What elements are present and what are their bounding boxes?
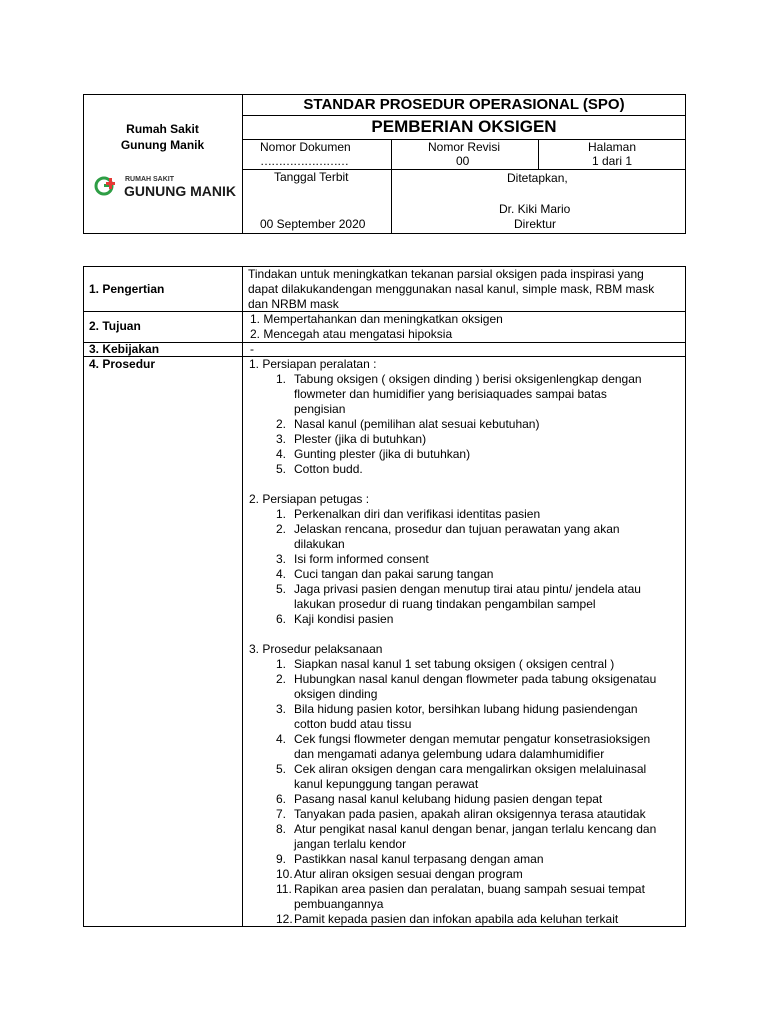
procedure-step-number: 4. bbox=[276, 732, 287, 746]
procedure-step-text: Tanyakan pada pasien, apakah aliran oksigennya terasa atautidak bbox=[294, 807, 646, 821]
procedure-step-number: 4. bbox=[276, 447, 287, 461]
procedure-step-text: oksigen dinding bbox=[294, 687, 378, 701]
procedure-step-number: 11. bbox=[276, 882, 292, 896]
procedure-step-text: Cuci tangan dan pakai sarung tangan bbox=[294, 567, 494, 581]
procedure-step-text: cotton budd atau tissu bbox=[294, 717, 412, 731]
procedure-step-text: Pastikkan nasal kanul terpasang dengan aman bbox=[294, 852, 544, 866]
procedure-step-text: kanul kepunggung tangan perawat bbox=[294, 777, 479, 791]
procedure-step-text: pengisian bbox=[294, 402, 346, 416]
procedure-step-number: 5. bbox=[276, 762, 287, 776]
procedure-step-text: Kaji kondisi pasien bbox=[294, 612, 394, 626]
procedure-step-text: Hubungkan nasal kanul dengan flowmeter pada tabung oksigenatau bbox=[294, 672, 657, 686]
hospital-name-line2: Gunung Manik bbox=[120, 138, 205, 152]
procedure-step-number: 5. bbox=[276, 582, 287, 596]
procedure-step-text: Bila hidung pasien kotor, bersihkan lubang hidung pasiendengan bbox=[294, 702, 638, 716]
procedure-step-text: jangan terlalu kendor bbox=[294, 837, 407, 851]
logo-big-text: GUNUNG MANIK bbox=[124, 183, 236, 199]
procedure-step-text: Nasal kanul (pemilihan alat sesuai kebutuhan) bbox=[294, 417, 540, 431]
tujuan-label: 2. Tujuan bbox=[89, 319, 141, 333]
procedure-step-text: Siapkan nasal kanul 1 set tabung oksigen ( oksigen central ) bbox=[294, 657, 615, 671]
pengertian-line: Tindakan untuk meningkatkan tekanan parsial oksigen pada inspirasi yang bbox=[248, 267, 644, 281]
header-rule-title bbox=[242, 115, 686, 116]
procedure-step-number: 8. bbox=[276, 822, 287, 836]
revision-label: Nomor Revisi bbox=[428, 140, 501, 154]
issue-date-value: 00 September 2020 bbox=[260, 217, 366, 231]
procedure-step-text: Rapikan area pasien dan peralatan, buang sampah sesuai tempat bbox=[294, 882, 645, 896]
procedure-step-number: 4. bbox=[276, 567, 287, 581]
logo-small-text: RUMAH SAKIT bbox=[125, 176, 174, 183]
document-title: STANDAR PROSEDUR OPERASIONAL (SPO) bbox=[303, 96, 625, 113]
procedure-step-text: Cek aliran oksigen dengan cara mengalirkan oksigen melaluinasal bbox=[294, 762, 647, 776]
procedure-step-number: 3. bbox=[276, 702, 287, 716]
procedure-step-text: lakukan prosedur di ruang tindakan pengambilan sampel bbox=[294, 597, 596, 611]
procedure-step-number: 6. bbox=[276, 792, 287, 806]
procedure-step-text: Jelaskan rencana, prosedur dan tujuan perawatan yang akan bbox=[294, 522, 620, 536]
approved-label: Ditetapkan, bbox=[507, 171, 568, 185]
procedure-step-text: Perkenalkan diri dan verifikasi identitas pasien bbox=[294, 507, 541, 521]
gunung-manik-logo-icon bbox=[94, 174, 118, 198]
procedure-heading: 1. Persiapan peralatan : bbox=[249, 357, 377, 371]
pengertian-line: dapat dilakukandengan menggunakan nasal kanul, simple mask, RBM mask bbox=[248, 282, 655, 296]
page-label: Halaman bbox=[587, 140, 637, 154]
hospital-name-line1: Rumah Sakit bbox=[126, 122, 199, 136]
procedure-step-text: Gunting plester (jika di butuhkan) bbox=[294, 447, 471, 461]
revision-value: 00 bbox=[456, 154, 470, 168]
page-value: 1 dari 1 bbox=[591, 154, 633, 168]
content-divider bbox=[242, 266, 243, 927]
procedure-step-text: dan mengamati adanya gelembung udara dalamhumidifier bbox=[294, 747, 605, 761]
procedure-step-number: 1. bbox=[276, 372, 287, 386]
procedure-heading: 3. Prosedur pelaksanaan bbox=[249, 642, 383, 656]
procedure-step-text: flowmeter dan humidifier yang berisiaquades sampai batas bbox=[294, 387, 607, 401]
procedure-step-number: 3. bbox=[276, 432, 287, 446]
procedure-step-number: 12. bbox=[276, 912, 293, 926]
procedure-step-number: 9. bbox=[276, 852, 287, 866]
hospital-logo bbox=[94, 174, 239, 200]
procedure-step-number: 1. bbox=[276, 507, 287, 521]
procedure-step-number: 2. bbox=[276, 522, 287, 536]
procedure-step-number: 10. bbox=[276, 867, 293, 881]
procedure-step-text: pembuangannya bbox=[294, 897, 384, 911]
procedure-step-number: 3. bbox=[276, 552, 287, 566]
procedure-step-text: Atur pengikat nasal kanul dengan benar, jangan terlalu kencang dan bbox=[294, 822, 657, 836]
procedure-step-text: Pasang nasal kanul kelubang hidung pasien dengan tepat bbox=[294, 792, 603, 806]
procedure-step-text: Jaga privasi pasien dengan menutup tirai atau pintu/ jendela atau bbox=[294, 582, 641, 596]
pengertian-line: dan NRBM mask bbox=[248, 297, 339, 311]
prosedur-content bbox=[249, 357, 685, 925]
prosedur-label: 4. Prosedur bbox=[89, 357, 156, 371]
procedure-step-text: Cek fungsi flowmeter dengan memutar pengatur konsetrasioksigen bbox=[294, 732, 651, 746]
procedure-step-number: 2. bbox=[276, 672, 287, 686]
procedure-step-number: 1. bbox=[276, 657, 287, 671]
kebijakan-label: 3. Kebijakan bbox=[89, 342, 160, 356]
tujuan-line: 2. Mencegah atau mengatasi hipoksia bbox=[250, 327, 453, 341]
procedure-step-text: Tabung oksigen ( oksigen dinding ) berisi oksigenlengkap dengan bbox=[294, 372, 642, 386]
pengertian-label: 1. Pengertian bbox=[89, 282, 165, 296]
procedure-step-text: Pamit kepada pasien dan infokan apabila ada keluhan terkait bbox=[294, 912, 619, 926]
procedure-step-text: Isi form informed consent bbox=[294, 552, 429, 566]
document-subtitle: PEMBERIAN OKSIGEN bbox=[371, 117, 557, 136]
procedure-step-text: Atur aliran oksigen sesuai dengan program bbox=[294, 867, 523, 881]
row-rule-tujuan bbox=[83, 342, 686, 343]
doc-number-value: …………………… bbox=[260, 154, 348, 168]
procedure-step-text: Cotton budd. bbox=[294, 462, 363, 476]
procedure-step-text: Plester (jika di butuhkan) bbox=[294, 432, 427, 446]
procedure-step-number: 5. bbox=[276, 462, 287, 476]
kebijakan-value: - bbox=[250, 342, 254, 356]
procedure-step-text: dilakukan bbox=[294, 537, 345, 551]
procedure-step-number: 6. bbox=[276, 612, 287, 626]
approver-name: Dr. Kiki Mario bbox=[499, 202, 571, 216]
approver-title: Direktur bbox=[514, 217, 557, 231]
procedure-step-number: 7. bbox=[276, 807, 287, 821]
issue-date-label: Tanggal Terbit bbox=[274, 170, 349, 184]
tujuan-line: 1. Mempertahankan dan meningkatkan oksigen bbox=[250, 312, 503, 326]
procedure-step-number: 2. bbox=[276, 417, 287, 431]
doc-number-label: Nomor Dokumen bbox=[260, 140, 351, 154]
procedure-heading: 2. Persiapan petugas : bbox=[249, 492, 370, 506]
header-divider-1 bbox=[391, 139, 392, 234]
